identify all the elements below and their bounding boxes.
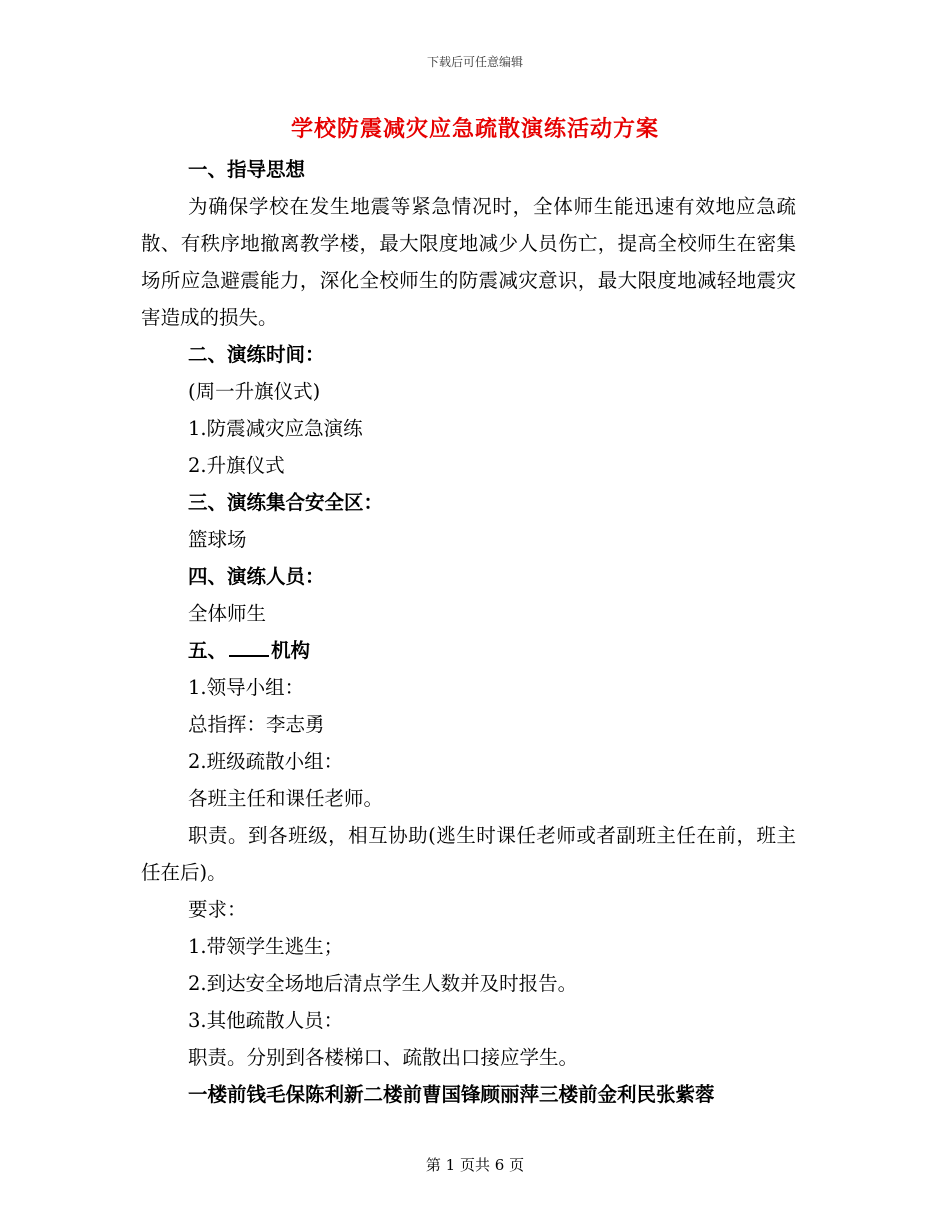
page-footer: 第 1 页共 6 页 — [425, 1156, 525, 1174]
header-note: 下载后可任意编辑 — [426, 55, 523, 69]
drill-time-line: (周一升旗仪式) — [188, 380, 321, 403]
section-heading-drill-time: 二、演练时间： — [188, 343, 325, 366]
organization-heading-suffix: 机构 — [271, 639, 311, 662]
organization-line-8: 3.其他疏散人员： — [188, 1009, 344, 1032]
organization-line-3: 2.班级疏散小组： — [188, 750, 344, 773]
assembly-area-line: 篮球场 — [188, 528, 247, 551]
organization-line-7: 2.到达安全场地后清点学生人数并及时报告。 — [188, 972, 578, 995]
guiding-ideology-paragraph: 为确保学校在发生地震等紧急情况时，全体师生能迅速有效地应急疏散、有秩序地撤离教学楼，最大限度地减少人员伤亡，提高全校师生在密集场所应急避震能力，深化全校师生的防震减灾意识，最大限度地减轻地震灾害造成的损失。 — [141, 195, 796, 329]
document-body — [141, 151, 796, 1113]
organization-line-5: 要求： — [188, 898, 247, 921]
participants-line: 全体师生 — [188, 602, 267, 625]
drill-time-item-1: 1.防震减灾应急演练 — [188, 417, 363, 440]
section-heading-guiding-ideology: 一、指导思想 — [188, 158, 306, 181]
drill-time-item-2: 2.升旗仪式 — [188, 454, 285, 477]
section-heading-organization — [141, 632, 796, 669]
organization-heading-prefix: 五、 — [188, 639, 228, 662]
floor-assignment-line: 一楼前钱毛保陈利新二楼前曹国锋顾丽萍三楼前金利民张紫蓉 — [188, 1083, 715, 1106]
organization-line-9: 职责。分别到各楼梯口、疏散出口接应学生。 — [188, 1046, 579, 1069]
section-heading-participants: 四、演练人员： — [188, 565, 325, 588]
fill-in-blank — [229, 636, 269, 657]
organization-line-4: 各班主任和课任老师。 — [188, 787, 384, 810]
section-heading-assembly-area: 三、演练集合安全区： — [188, 491, 384, 514]
document-title: 学校防震减灾应急疏散演练活动方案 — [290, 116, 659, 142]
organization-line-2: 总指挥：李志勇 — [188, 713, 325, 736]
organization-line-6: 1.带领学生逃生； — [188, 935, 344, 958]
class-team-duty-paragraph: 职责。到各班级，相互协助(逃生时课任老师或者副班主任在前，班主任在后)。 — [141, 824, 796, 884]
organization-line-1: 1.领导小组： — [188, 676, 305, 699]
